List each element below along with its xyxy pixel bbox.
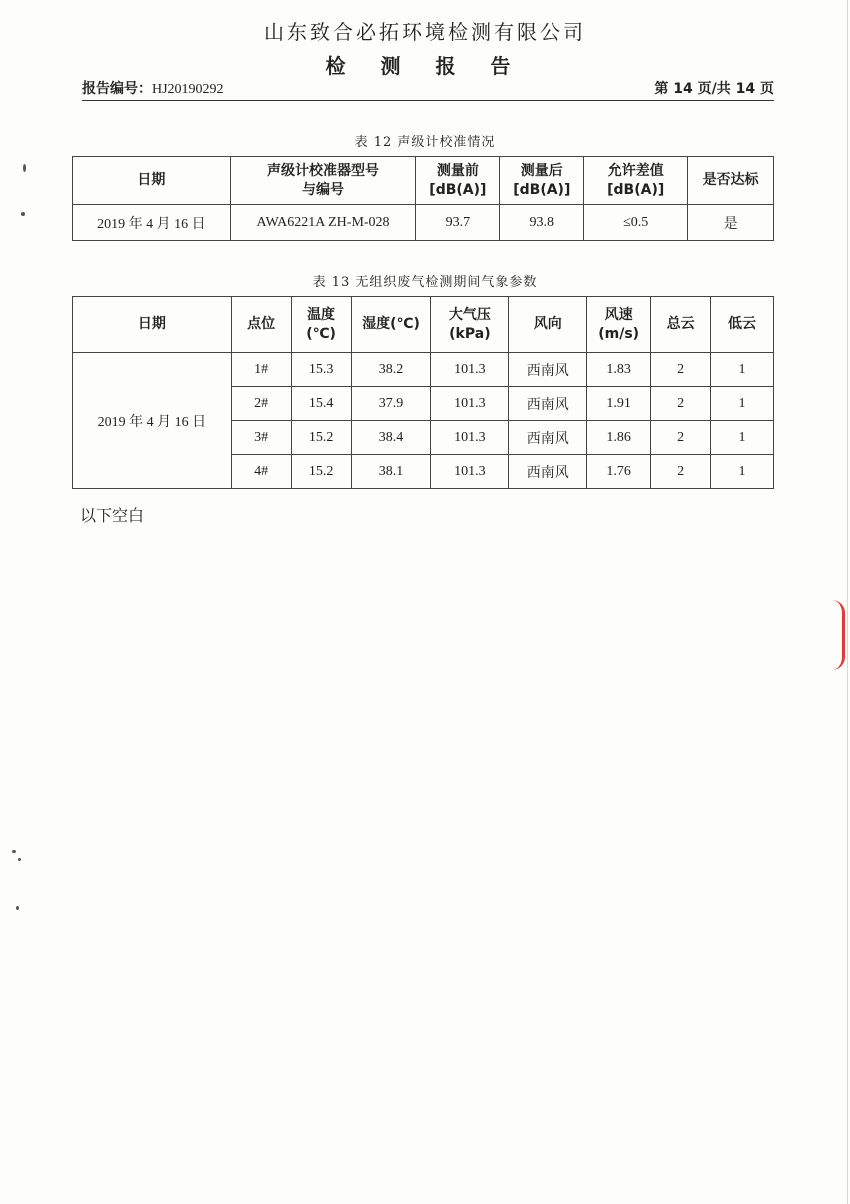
cell-wind-speed: 1.76 xyxy=(587,455,651,489)
cell-before: 93.7 xyxy=(416,205,500,241)
cell-point: 4# xyxy=(231,455,291,489)
header-humidity: 湿度(℃) xyxy=(351,297,431,353)
header-total-cloud: 总云 xyxy=(651,297,711,353)
header-date: 日期 xyxy=(73,297,232,353)
cell-date: 2019 年 4 月 16 日 xyxy=(73,353,232,489)
scan-edge-line xyxy=(847,0,848,1204)
company-name: 山东致合必拓环境检测有限公司 xyxy=(264,20,586,44)
cell-total-cloud: 2 xyxy=(651,421,711,455)
cell-pressure: 101.3 xyxy=(431,455,509,489)
header-after: 测量后 [dB(A)] xyxy=(500,157,584,205)
scan-speck xyxy=(18,858,21,861)
cell-low-cloud: 1 xyxy=(711,421,774,455)
table-header-row xyxy=(73,297,774,353)
cell-wind-speed: 1.91 xyxy=(587,387,651,421)
report-number-value: HJ20190292 xyxy=(152,82,224,97)
cell-humidity: 38.1 xyxy=(351,455,431,489)
header-pressure: 大气压 (kPa) xyxy=(431,297,509,353)
header-low-cloud: 低云 xyxy=(711,297,774,353)
cell-pressure: 101.3 xyxy=(431,387,509,421)
cell-wind-speed: 1.86 xyxy=(587,421,651,455)
cell-wind-direction: 西南风 xyxy=(509,387,587,421)
report-number-label: 报告编号： xyxy=(82,81,152,97)
cell-wind-direction: 西南风 xyxy=(509,421,587,455)
cell-after: 93.8 xyxy=(500,205,584,241)
header-wind-speed: 风速 (m/s) xyxy=(587,297,651,353)
table-row xyxy=(73,353,774,387)
cell-low-cloud: 1 xyxy=(711,387,774,421)
cell-wind-speed: 1.83 xyxy=(587,353,651,387)
cell-temperature: 15.2 xyxy=(291,455,351,489)
cell-point: 1# xyxy=(231,353,291,387)
report-header-row xyxy=(82,78,774,101)
table-header-row xyxy=(73,157,774,205)
red-seal-edge xyxy=(832,600,845,670)
header-point: 点位 xyxy=(231,297,291,353)
cell-total-cloud: 2 xyxy=(651,387,711,421)
cell-pressure: 101.3 xyxy=(431,353,509,387)
header-tolerance: 允许差值 [dB(A)] xyxy=(584,157,688,205)
header-calibrator-model: 声级计校准器型号 与编号 xyxy=(230,157,416,205)
header-wind-direction: 风向 xyxy=(509,297,587,353)
page-indicator: 第 14 页/共 14 页 xyxy=(654,81,774,97)
cell-humidity: 38.2 xyxy=(351,353,431,387)
header-pass: 是否达标 xyxy=(688,157,774,205)
cell-temperature: 15.2 xyxy=(291,421,351,455)
cell-temperature: 15.4 xyxy=(291,387,351,421)
table13-caption: 表 13 无组织废气检测期间气象参数 xyxy=(312,275,538,290)
cell-point: 2# xyxy=(231,387,291,421)
scan-speck xyxy=(21,212,25,216)
calibration-table xyxy=(72,156,774,241)
cell-wind-direction: 西南风 xyxy=(509,353,587,387)
cell-temperature: 15.3 xyxy=(291,353,351,387)
header-date: 日期 xyxy=(73,157,231,205)
header-before: 测量前 [dB(A)] xyxy=(416,157,500,205)
scan-speck xyxy=(23,164,26,172)
table12-caption: 表 12 声级计校准情况 xyxy=(354,135,496,150)
cell-pressure: 101.3 xyxy=(431,421,509,455)
cell-total-cloud: 2 xyxy=(651,353,711,387)
cell-date: 2019 年 4 月 16 日 xyxy=(73,205,231,241)
document-title: 检 测 报 告 xyxy=(325,54,525,78)
cell-low-cloud: 1 xyxy=(711,353,774,387)
weather-table xyxy=(72,296,774,489)
cell-humidity: 38.4 xyxy=(351,421,431,455)
cell-humidity: 37.9 xyxy=(351,387,431,421)
scan-speck xyxy=(16,906,19,910)
cell-total-cloud: 2 xyxy=(651,455,711,489)
cell-model: AWA6221A ZH-M-028 xyxy=(230,205,416,241)
table-row xyxy=(73,205,774,241)
cell-pass: 是 xyxy=(688,205,774,241)
report-number xyxy=(82,78,224,98)
scan-speck xyxy=(12,850,16,853)
cell-wind-direction: 西南风 xyxy=(509,455,587,489)
cell-tolerance: ≤0.5 xyxy=(584,205,688,241)
cell-low-cloud: 1 xyxy=(711,455,774,489)
end-of-content-note: 以下空白 xyxy=(80,506,145,525)
header-temperature: 温度 (℃) xyxy=(291,297,351,353)
cell-point: 3# xyxy=(231,421,291,455)
